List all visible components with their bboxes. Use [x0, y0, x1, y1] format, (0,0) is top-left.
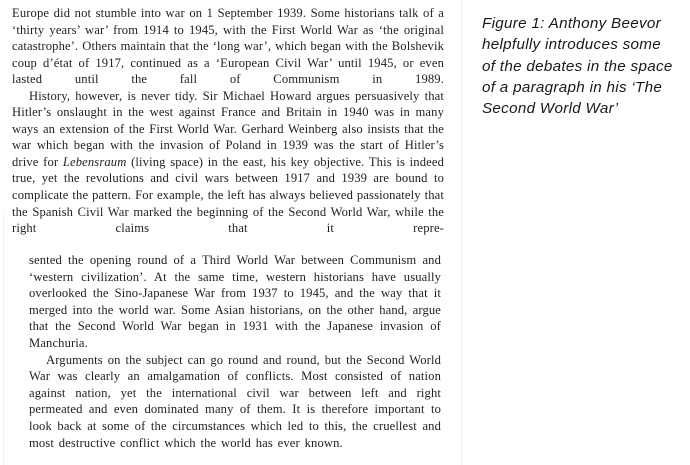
paragraph-arguments-on-the-subject: Arguments on the subject can go round and round, but the Second World War was clearly an amalgamation of conflicts. Most consisted of nation against nation, yet the international civil war between left and right permeated and even dominated many of them. It is therefore important to look back at some of the circumstances which led to this, the cruellest and most destructive conflict which the world has ever known. — [29, 352, 441, 450]
body-text-block-lower — [29, 252, 441, 451]
figure-caption-panel — [463, 0, 690, 465]
body-text-block-upper — [12, 5, 444, 237]
paragraph-history-however — [12, 88, 444, 237]
italic-term-lebensraum: Lebensraum — [62, 154, 127, 169]
paragraph-sented-the-opening-round: sented the opening round of a Third World War between Communism and ‘western civilization’. At the same time, western historians have usually overlooked the Sino-Japanese War from 1937 to 1945, and the way that it merged into the world war. Some Asian historians, on the other hand, argue that the Second World War began in 1931 with the Japanese invasion of Manchuria. — [29, 253, 441, 350]
paragraph-history-part-two: (living space) in the east, his key objective. This is indeed true, yet the revolutions and civil wars between 1917 and 1939 are bound to complicate the pattern. For example, the left has always believed passionately that the Spanish Civil War marked the beginning of the Second World War, while the right claims that it repre- — [12, 154, 445, 236]
scan-edge-artifact — [3, 210, 4, 465]
paragraph-history-part-one: History, however, is never tidy. Sir Michael Howard argues persuasively that Hitler’s onslaught in the west against France and Britain in 1940 was in many ways an extension of the First World War. Gerhard Weinberg also insists that the war which began with the invasion of Poland in 1939 was the start of Hitler’s drive for — [12, 88, 444, 169]
paragraph-europe-did-not-stumble: Europe did not stumble into war on 1 September 1939. Some historians talk of a ‘thirty years’ war’ from 1914 to 1945, with the First World War as ‘the original catastrophe’. Others maintain that the ‘long war’, which began with the Bolshevik coup d’état of 1917, continued as a ‘European Civil War’ until 1945, or even lasted until the fall of Communism in 1989. — [12, 6, 444, 87]
figure-caption-text: Figure 1: Anthony Beevor helpfully introduces some of the debates in the space of a paragraph in his ‘The Second World War’ — [482, 15, 673, 118]
